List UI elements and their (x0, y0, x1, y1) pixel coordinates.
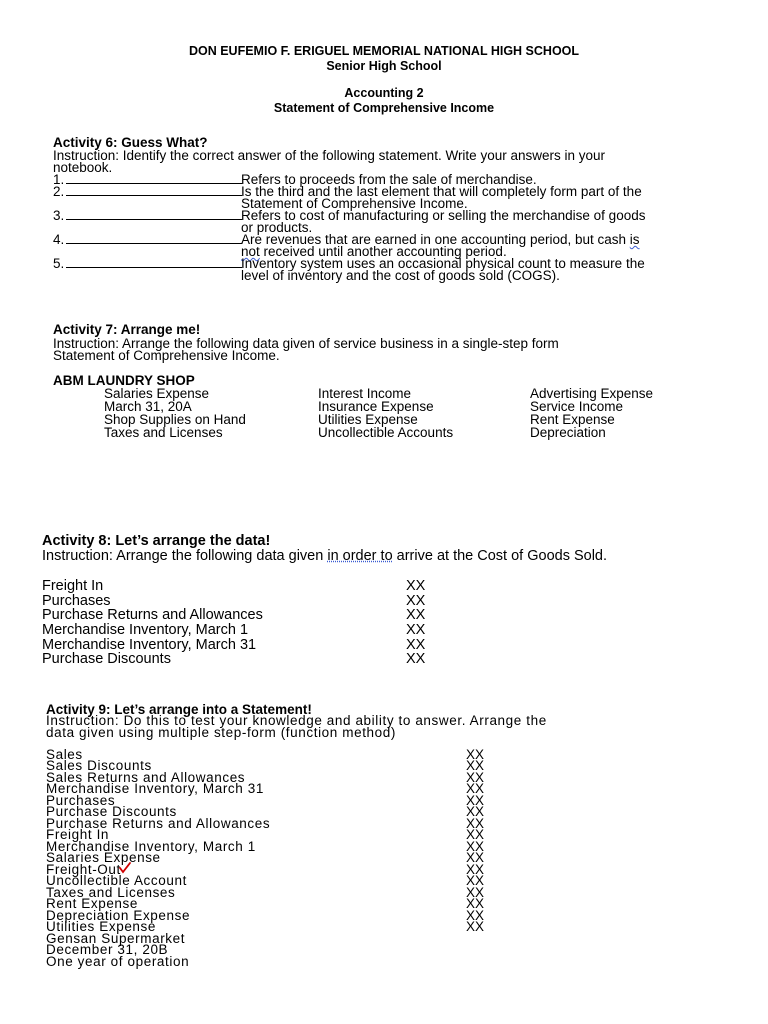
statement-item-value: XX (466, 770, 485, 785)
item-number: 2. (53, 184, 65, 199)
statement-item-value: XX (466, 839, 485, 854)
statement-item-label: Sales Discounts (46, 758, 152, 773)
account-item: Taxes and Licenses (104, 425, 223, 440)
statement-item-value: XX (466, 850, 485, 865)
cogs-item-label: Purchase Returns and Allowances (42, 607, 263, 623)
statement-item-value: XX (466, 908, 485, 923)
cogs-item-label: Merchandise Inventory, March 31 (42, 637, 257, 653)
item-text-cont: level of inventory and the cost of goods sold (COGS). (241, 268, 560, 283)
statement-item-label: Salaries Expense (46, 850, 161, 865)
cogs-item-value: XX (406, 593, 426, 609)
grammar-mark: not (241, 244, 260, 259)
answer-blank[interactable] (66, 232, 242, 244)
statement-item-label: Freight-Out (46, 862, 121, 877)
activity6-title: Activity 6: Guess What? (53, 135, 208, 150)
activity7-instruction: Instruction: Arrange the following data given of service business in a single-step form (53, 336, 559, 351)
statement-item-label: Taxes and Licenses (46, 885, 176, 900)
statement-item-value: XX (466, 793, 485, 808)
statement-item-value: XX (466, 827, 485, 842)
statement-date: December 31, 20B (46, 942, 169, 957)
item-text: Inventory system uses an occasional physical count to measure the (241, 256, 645, 271)
cogs-item-value: XX (406, 651, 426, 667)
school-name: DON EUFEMIO F. ERIGUEL MEMORIAL NATIONAL HIGH SCHOOL (188, 44, 580, 58)
cogs-item-label: Merchandise Inventory, March 1 (42, 622, 249, 638)
account-item: Shop Supplies on Hand (104, 412, 246, 427)
statement-item-value: XX (466, 781, 485, 796)
statement-item-label: Uncollectible Account (46, 873, 187, 888)
statement-item-label: Purchases (46, 793, 116, 808)
grammar-mark: is (629, 232, 640, 247)
statement-item-value: XX (466, 896, 485, 911)
school-level: Senior High School (326, 59, 442, 73)
activity9-instruction: Instruction: Do this to test your knowledge and ability to answer. Arrange the (46, 713, 547, 728)
account-item: Rent Expense (530, 412, 615, 427)
item-text: Is the third and the last element that will completely form part of the (241, 184, 642, 199)
account-item: Interest Income (318, 386, 412, 401)
account-item: Advertising Expense (530, 386, 654, 401)
grammar-mark: in order to (327, 548, 393, 564)
item-text-cont: not received until another accounting period. (241, 244, 507, 259)
item-text-cont: or products. (241, 220, 313, 235)
company-name: ABM LAUNDRY SHOP (53, 373, 195, 388)
statement-period: One year of operation (46, 954, 190, 969)
account-item: Insurance Expense (318, 399, 434, 414)
item-number: 4. (53, 232, 65, 247)
statement-item-label: Depreciation Expense (46, 908, 191, 923)
activity7-instruction-cont: Statement of Comprehensive Income. (53, 348, 280, 363)
statement-item-value: XX (466, 919, 485, 934)
activity9-title: Activity 9: Let’s arrange into a Statement! (46, 702, 312, 717)
cogs-item-value: XX (406, 607, 426, 623)
account-item: Service Income (530, 399, 624, 414)
cogs-item-value: XX (406, 637, 426, 653)
statement-item-value: XX (466, 758, 485, 773)
item-number: 3. (53, 208, 65, 223)
statement-item-value: XX (466, 816, 485, 831)
statement-item-value: XX (466, 885, 485, 900)
activity8-instruction: Instruction: Arrange the following data given in order to arrive at the Cost of Goods Sold. (42, 548, 608, 564)
activity6-instruction-cont: notebook. (53, 160, 113, 175)
cogs-item-label: Freight In (42, 578, 104, 594)
statement-item-value: XX (466, 873, 485, 888)
statement-item-label: Utilities Expense (46, 919, 156, 934)
statement-item-label: Purchase Discounts (46, 804, 177, 819)
account-item: Depreciation (530, 425, 606, 440)
subject-title: Accounting 2 (344, 86, 424, 100)
account-item: Utilities Expense (318, 412, 418, 427)
activity8-title: Activity 8: Let’s arrange the data! (42, 533, 271, 549)
statement-item-label: Freight In (46, 827, 110, 842)
activity6-instruction: Instruction: Identify the correct answer of the following statement. Write your answers in your (53, 148, 605, 163)
answer-blank[interactable] (66, 184, 242, 196)
answer-blank[interactable] (66, 172, 242, 184)
item-text-cont: Statement of Comprehensive Income. (241, 196, 468, 211)
statement-item-label: Merchandise Inventory, March 1 (46, 839, 256, 854)
topic-title: Statement of Comprehensive Income (273, 101, 495, 115)
statement-item-label: Sales Returns and Allowances (46, 770, 246, 785)
answer-blank[interactable] (66, 256, 242, 268)
cogs-item-value: XX (406, 578, 426, 594)
item-number: 5. (53, 256, 65, 271)
statement-item-label: Rent Expense (46, 896, 139, 911)
item-text: Refers to cost of manufacturing or selling the merchandise of goods (241, 208, 646, 223)
statement-item-value: XX (466, 804, 485, 819)
statement-item-value: XX (466, 862, 485, 877)
statement-item-label: Sales (46, 747, 83, 762)
statement-item-label: Merchandise Inventory, March 31 (46, 781, 264, 796)
statement-item-label: Purchase Returns and Allowances (46, 816, 271, 831)
cogs-item-label: Purchase Discounts (42, 651, 171, 667)
cogs-item-value: XX (406, 622, 426, 638)
activity9-instruction-cont: data given using multiple step-form (function method) (46, 725, 396, 740)
account-item: Uncollectible Accounts (318, 425, 454, 440)
statement-item-value: XX (466, 747, 485, 762)
item-text: Refers to proceeds from the sale of merchandise. (241, 172, 537, 187)
account-item: Salaries Expense (104, 386, 210, 401)
answer-blank[interactable] (66, 208, 242, 220)
company-name: Gensan Supermarket (46, 931, 186, 946)
account-item: March 31, 20A (104, 399, 192, 414)
item-number: 1. (53, 172, 65, 187)
activity7-title: Activity 7: Arrange me! (53, 322, 201, 337)
item-text: Are revenues that are earned in one accounting period, but cash is (241, 232, 640, 247)
cogs-item-label: Purchases (42, 593, 111, 609)
